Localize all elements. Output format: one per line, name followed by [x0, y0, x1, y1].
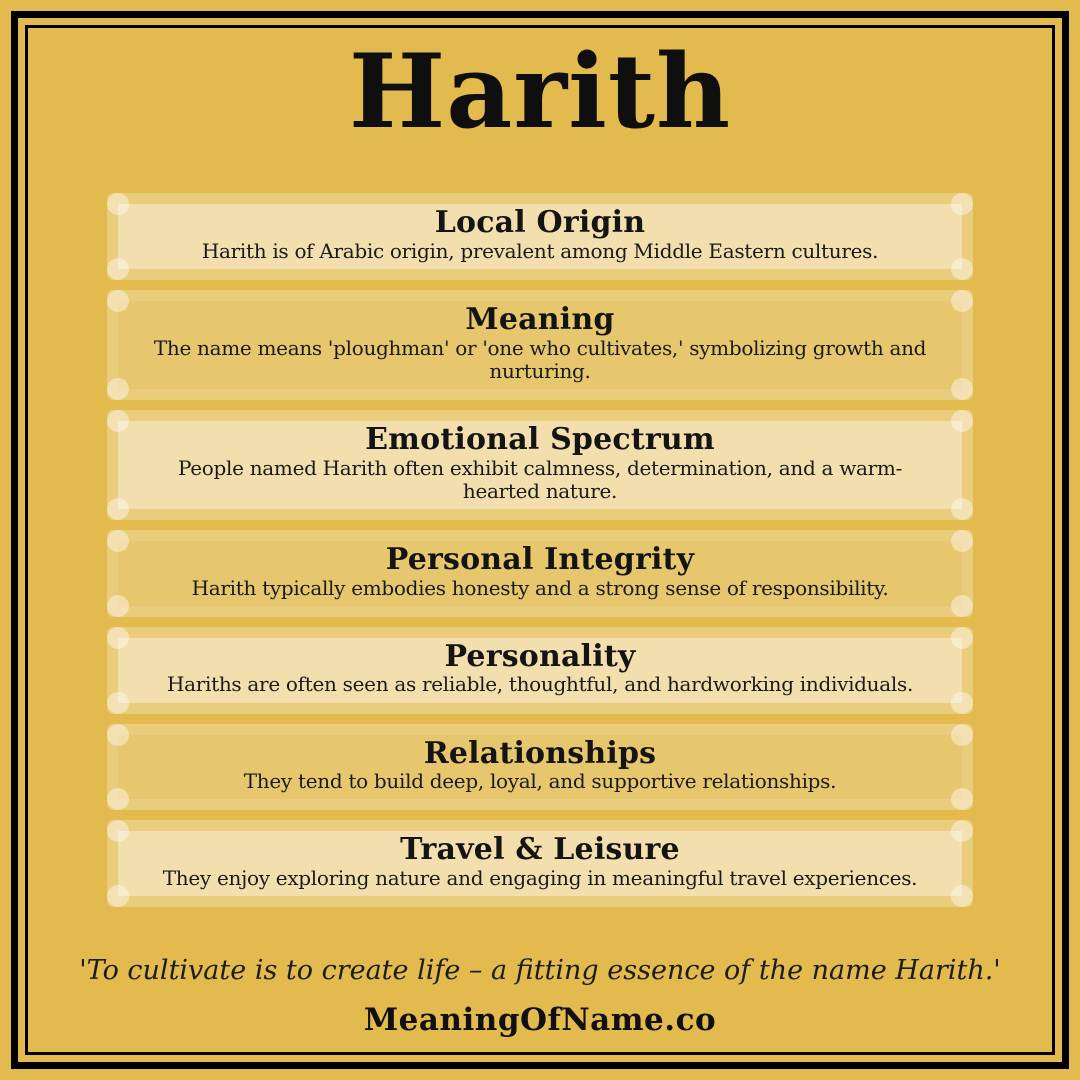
- corner-dot: [951, 820, 973, 842]
- section-body: Harith is of Arabic origin, prevalent among Middle Eastern cultures.: [201, 238, 879, 263]
- corner-dot: [107, 724, 129, 746]
- corner-dot: [107, 627, 129, 649]
- section-body: Hariths are often seen as reliable, thoughtful, and hardworking individuals.: [166, 672, 914, 697]
- corner-dot: [107, 788, 129, 810]
- section-heading: Personality: [444, 638, 636, 674]
- page-title: Harith: [348, 32, 732, 152]
- corner-dot: [951, 627, 973, 649]
- quote-text: 'To cultivate is to create life – a fitting essence of the name Harith.': [79, 955, 1001, 987]
- corner-dot: [951, 595, 973, 617]
- section-panel-personal-integrity: [107, 530, 973, 617]
- corner-dot: [107, 820, 129, 842]
- corner-dot: [107, 595, 129, 617]
- corner-dot: [107, 258, 129, 280]
- corner-dot: [107, 378, 129, 400]
- corner-dot: [951, 290, 973, 312]
- section-heading: Personal Integrity: [385, 542, 695, 578]
- section-heading: Emotional Spectrum: [365, 422, 715, 458]
- corner-dot: [951, 498, 973, 520]
- section-heading: Travel & Leisure: [400, 832, 680, 868]
- brand-name: MeaningOfName.co: [363, 1002, 717, 1039]
- corner-dot: [107, 498, 129, 520]
- corner-dot: [107, 885, 129, 907]
- section-panel-relationships: [107, 724, 973, 811]
- section-body: They enjoy exploring nature and engaging in meaningful travel experiences.: [162, 865, 918, 890]
- section-panels: [107, 193, 973, 907]
- section-panel-personality: [107, 627, 973, 714]
- section-panel-local-origin: [107, 193, 973, 280]
- corner-dot: [951, 885, 973, 907]
- corner-dot: [951, 692, 973, 714]
- corner-dot: [951, 378, 973, 400]
- corner-dot: [951, 410, 973, 432]
- corner-dot: [107, 692, 129, 714]
- corner-dot: [951, 258, 973, 280]
- corner-dot: [107, 530, 129, 552]
- corner-dot: [951, 530, 973, 552]
- section-body: The name means 'ploughman' or 'one who cultivates,' symbolizing growth and nurturing.: [153, 335, 927, 383]
- corner-dot: [107, 410, 129, 432]
- section-body: They tend to build deep, loyal, and supportive relationships.: [243, 769, 837, 794]
- section-body: Harith typically embodies honesty and a strong sense of responsibility.: [191, 575, 889, 600]
- corner-dot: [951, 193, 973, 215]
- section-heading: Relationships: [423, 735, 657, 771]
- section-body: People named Harith often exhibit calmness, determination, and a warm-hearted nature.: [177, 455, 903, 503]
- section-panel-travel-leisure: [107, 820, 973, 907]
- section-heading: Meaning: [465, 302, 615, 338]
- section-panel-meaning: [107, 290, 973, 400]
- section-panel-emotional-spectrum: [107, 410, 973, 520]
- section-heading: Local Origin: [434, 205, 646, 241]
- card-content: [28, 28, 1052, 1052]
- corner-dot: [107, 193, 129, 215]
- corner-dot: [951, 724, 973, 746]
- corner-dot: [107, 290, 129, 312]
- corner-dot: [951, 788, 973, 810]
